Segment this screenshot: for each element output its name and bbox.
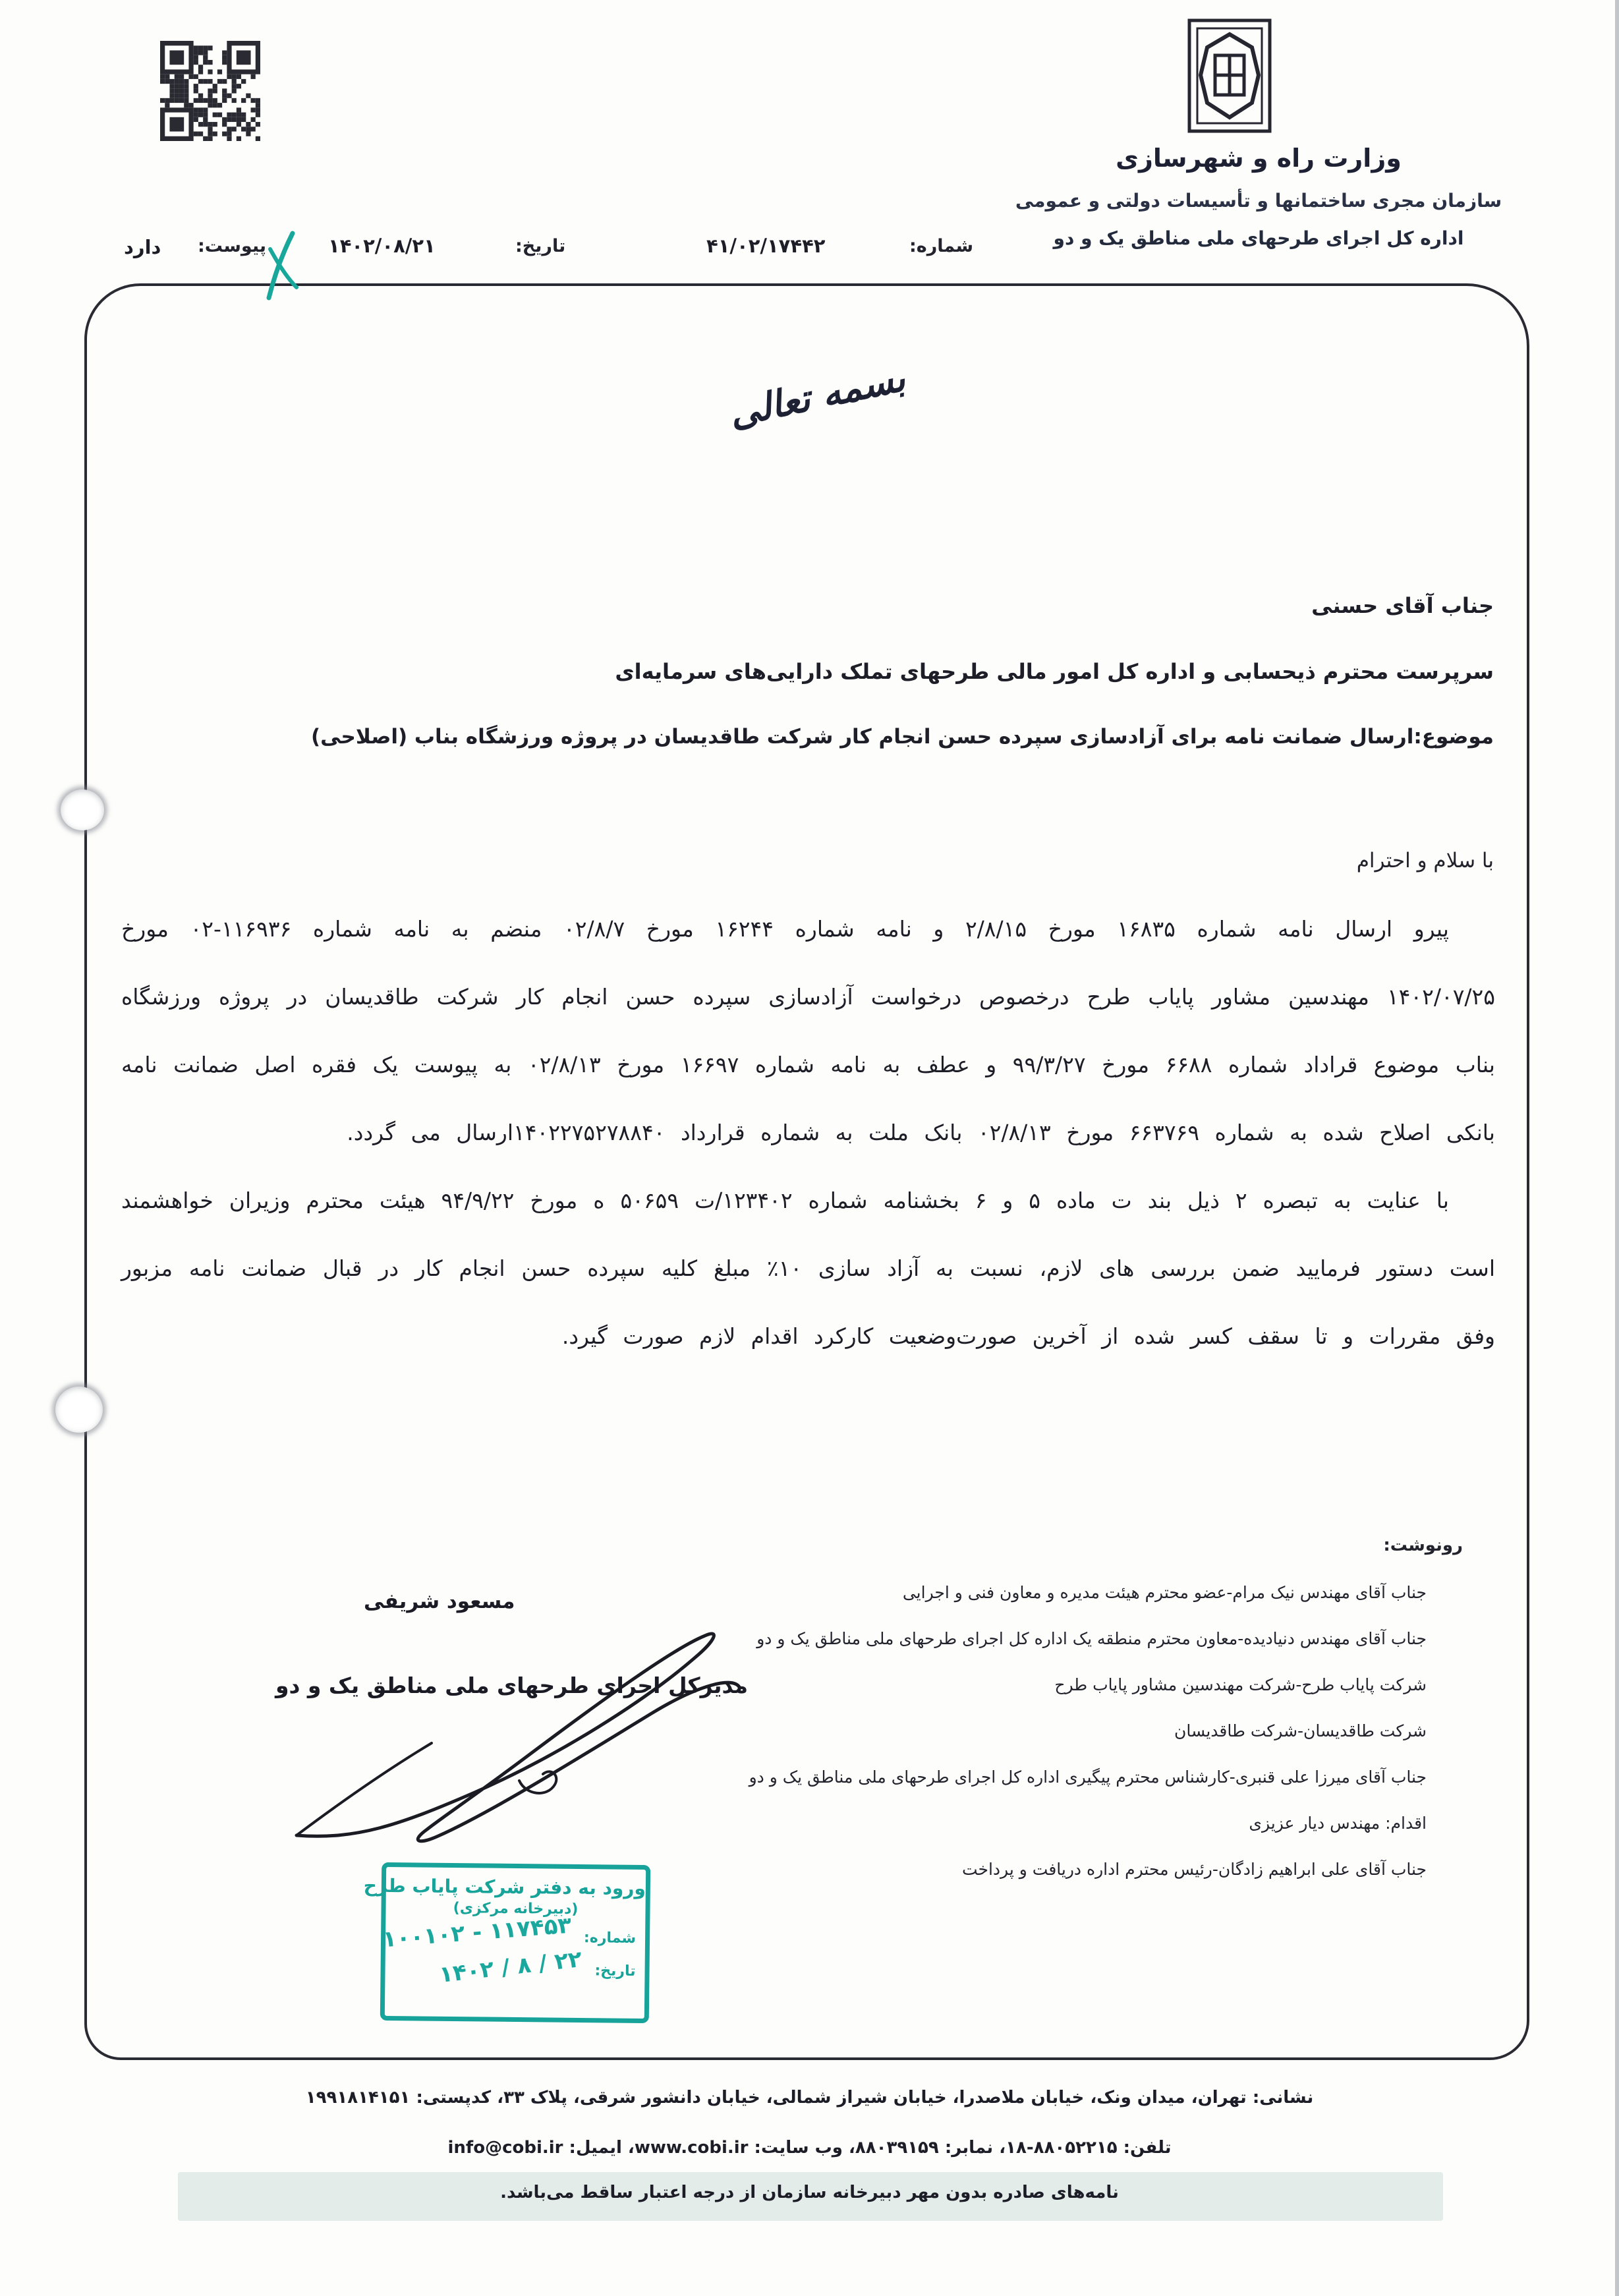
signature-title: مدیرکل اجرای طرحهای ملی مناطق یک و دو xyxy=(275,1673,749,1698)
salutation: با سلام و احترام xyxy=(1356,849,1494,873)
meta-attachment-label: پیوست: xyxy=(198,236,267,256)
cc-item: شرکت پایاب طرح-شرکت مهندسین مشاور پایاب طرح xyxy=(1054,1675,1427,1694)
signature-name: مسعود شریفی xyxy=(364,1590,515,1613)
letter-subject: موضوع:ارسال ضمانت نامه برای آزادسازی سپرده حسن انجام کار شرکت طاقدیسان در پروژه ورزشگاه بناب (اصلاحی) xyxy=(310,725,1494,749)
signature-scribble xyxy=(277,1601,751,1852)
recipient-title: سرپرست محترم ذیحسابی و اداره کل امور مالی طرحهای تملک دارایی‌های سرمایه‌ای xyxy=(615,659,1494,684)
stamp-date-value: ۲۲ / ۸ / ۱۴۰۲ xyxy=(438,1945,584,1988)
meta-attachment-value: دارد xyxy=(124,236,161,258)
scan-edge-shadow xyxy=(1615,0,1619,2296)
punch-hole xyxy=(61,789,104,830)
stamp-number-value: ۱۱۷۴۵۳ - ۱۰۰۱۰۲ xyxy=(382,1912,573,1953)
cc-item: اقدام: مهندس دیار عزیزی xyxy=(1249,1814,1427,1833)
stamp-date-label: تاریخ: xyxy=(594,1962,636,1980)
stamp-number-label: شماره: xyxy=(583,1929,637,1947)
letterhead-department: اداره کل اجرای طرحهای ملی مناطق یک و دو xyxy=(1053,227,1464,249)
footer-disclaimer: نامه‌های صادره بدون مهر دبیرخانه سازمان از درجه اعتبار ساقط می‌باشد. xyxy=(500,2183,1119,2202)
letter-body xyxy=(121,895,1495,1370)
qr-code xyxy=(160,41,260,141)
cc-item: جناب آقای مهندس دنیادیده-معاون محترم منطقه یک اداره کل اجرای طرحهای ملی مناطق یک و دو xyxy=(756,1629,1427,1648)
footer-contact: تلفن: ۸۸۰۵۲۲۱۵-۱۸، نمابر: ۸۸۰۳۹۱۵۹، وب سایت: www.cobi.ir، ایمیل: info@cobi.ir xyxy=(447,2138,1172,2158)
recipient-name: جناب آقای حسنی xyxy=(1311,593,1494,618)
letterhead-ministry: وزارت راه و شهرسازی xyxy=(1116,144,1402,173)
stamp-title: ورود به دفتر شرکت پایاب طرح xyxy=(363,1874,646,1900)
meta-number-label: شماره: xyxy=(909,236,974,256)
ministry-logo-icon xyxy=(1186,17,1273,134)
cc-item: شرکت طاقدیسان-شرکت طاقدیسان xyxy=(1174,1721,1427,1740)
cc-item: جناب آقای علی ابراهیم زادگان-رئیس محترم اداره دریافت و پرداخت xyxy=(961,1860,1427,1879)
besmele-calligraphy: بسمه تعالی xyxy=(725,356,909,436)
attachment-check-icon xyxy=(262,229,300,303)
letterhead-organization: سازمان مجری ساختمانها و تأسیسات دولتی و عمومی xyxy=(1015,190,1502,212)
footer-address: نشانی: تهران، میدان ونک، خیابان ملاصدرا، خیابان شیراز شمالی، خیابان دانشور شرقی، پلاک ۳۳، کدپستی: ۱۹۹۱۸۱۴۱۵۱ xyxy=(305,2088,1314,2108)
cc-list xyxy=(749,1570,1427,1893)
meta-number-value: ۴۱/۰۲/۱۷۴۴۲ xyxy=(706,235,826,257)
punch-hole xyxy=(55,1387,103,1433)
meta-date-value: ۱۴۰۲/۰۸/۲۱ xyxy=(328,235,436,257)
cc-item: جناب آقای میرزا علی قنبری-کارشناس محترم پیگیری اداره کل اجرای طرحهای ملی مناطق یک و دو xyxy=(749,1767,1427,1787)
meta-date-label: تاریخ: xyxy=(515,236,566,256)
stamp-subtitle: (دبیرخانه مرکزی) xyxy=(453,1900,579,1918)
body-paragraph-2: با عنایت به تبصره ۲ ذیل بند ت ماده ۵ و ۶ بخشنامه شماره ۱۲۳۴۰۲/ت ۵۰۶۵۹ ه مورخ ۹۴/۹/۲۲ هیئت محترم وزیران خواهشمند است دستور فرمایید ضمن بررسی های لازم، نسبت به آزاد سازی ۱۰٪ مبلغ کلیه سپرده حسن انجام کار در قبال ضمانت نامه مزبور وفق مقررات و تا سقف کسر شده از آخرین صورت‌وضعیت کارکرد اقدام لازم صورت گیرد. xyxy=(121,1188,1495,1349)
cc-item: جناب آقای مهندس نیک مرام-عضو محترم هیئت مدیره و معاون فنی و اجرایی xyxy=(902,1583,1427,1602)
cc-label: رونوشت: xyxy=(1383,1535,1463,1555)
entry-stamp xyxy=(363,1862,650,2023)
letterhead xyxy=(929,144,1588,249)
body-paragraph-1: پیرو ارسال نامه شماره ۱۶۸۳۵ مورخ ۲/۸/۱۵ و نامه شماره ۱۶۲۴۴ مورخ ۰۲/۸/۷ منضم به نامه شماره ۱۱۶۹۳۶-۰۲ مورخ ۱۴۰۲/۰۷/۲۵ مهندسین مشاور پایاب طرح درخصوص درخواست آزادسازی سپرده حسن انجام کار شرکت طاقدیسان در پروژه ورزشگاه بناب موضوع قراداد شماره ۶۶۸۸ مورخ ۹۹/۳/۲۷ و عطف به نامه شماره ۱۶۶۹۷ مورخ ۰۲/۸/۱۳ به پیوست یک فقره اصل ضمانت نامه بانکی اصلاح شده به شماره ۶۶۳۷۶۹ مورخ ۰۲/۸/۱۳ بانک ملت به شماره قرارداد ۱۴۰۲۲۷۵۲۷۸۸۴۰ارسال می گردد. xyxy=(121,916,1495,1145)
